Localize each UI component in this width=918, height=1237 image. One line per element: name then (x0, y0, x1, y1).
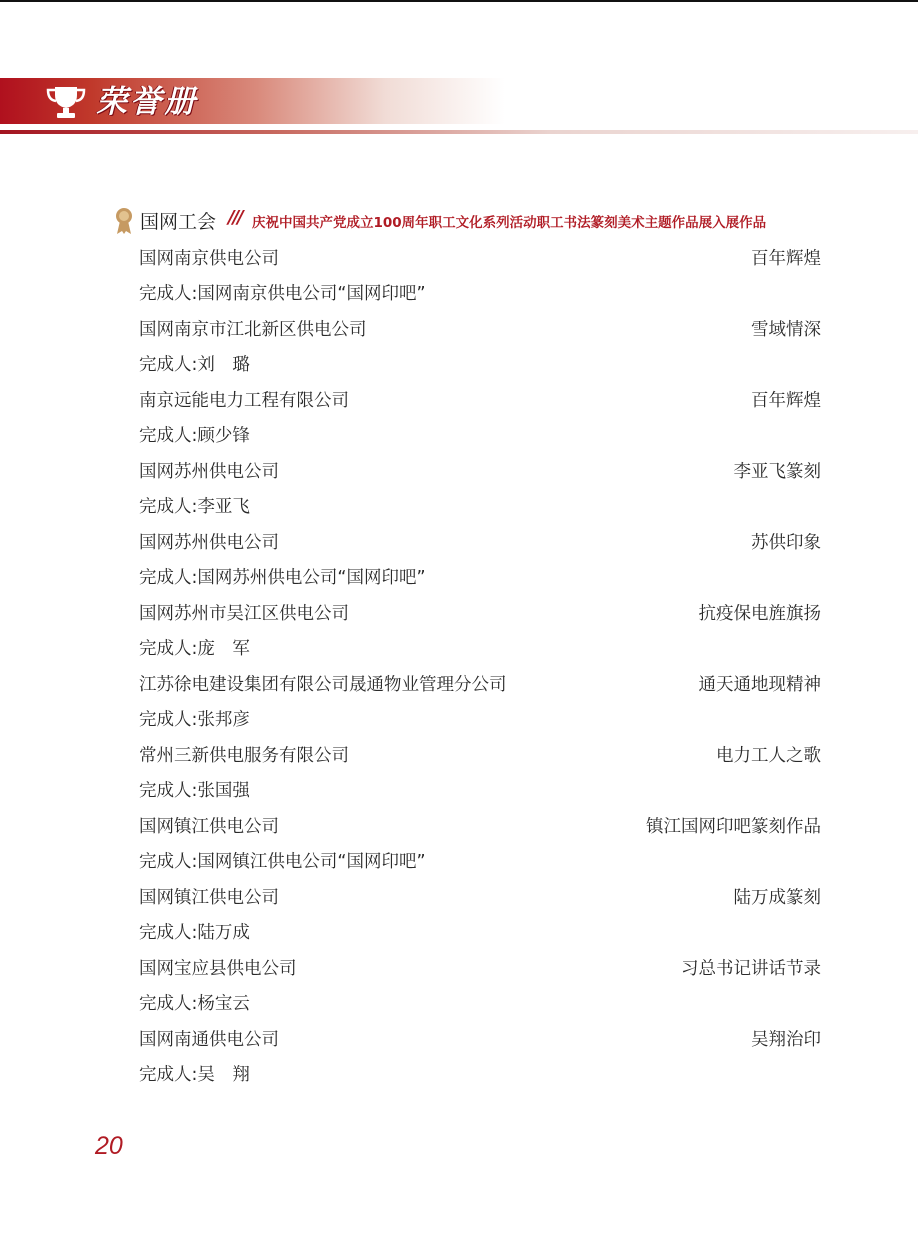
entry-author: 完成人:庞 军 (139, 639, 250, 659)
list-item (139, 1022, 821, 1093)
entry-unit: 国网南京供电公司 (139, 249, 279, 269)
entry-author: 完成人:杨宝云 (139, 994, 250, 1014)
entry-unit: 国网苏州供电公司 (139, 462, 279, 482)
entry-unit: 国网南通供电公司 (139, 1030, 279, 1050)
entry-unit: 国网南京市江北新区供电公司 (139, 320, 367, 340)
entry-author: 完成人:刘 璐 (139, 355, 250, 375)
list-item (139, 241, 821, 312)
entry-work-title: 雪域情深 (751, 320, 821, 340)
entry-work-title: 通天通地现精神 (698, 675, 821, 695)
list-item (139, 596, 821, 667)
entry-work-title: 百年辉煌 (751, 391, 821, 411)
entry-work-title: 镇江国网印吧篆刻作品 (646, 817, 821, 837)
entry-unit: 南京远能电力工程有限公司 (139, 391, 349, 411)
section-heading (114, 205, 834, 235)
section-org-name: 国网工会 (140, 211, 217, 233)
list-item (139, 667, 821, 738)
list-item (139, 525, 821, 596)
entry-author: 完成人:陆万成 (139, 923, 250, 943)
entry-work-title: 李亚飞篆刻 (733, 462, 821, 482)
entry-unit: 江苏徐电建设集团有限公司晟通物业管理分公司 (139, 675, 507, 695)
entry-author: 完成人:国网镇江供电公司“国网印吧” (139, 852, 426, 872)
list-item (139, 383, 821, 454)
entry-work-title: 百年辉煌 (751, 249, 821, 269)
entry-work-title: 抗疫保电旌旗扬 (698, 604, 821, 624)
section-subtitle: 庆祝中国共产党成立100周年职工文化系列活动职工书法篆刻美术主题作品展入展作品 (252, 215, 767, 231)
entry-unit: 国网镇江供电公司 (139, 817, 279, 837)
section-separator: /// (228, 207, 242, 228)
entry-work-title: 苏供印象 (751, 533, 821, 553)
list-item (139, 454, 821, 525)
award-list (139, 241, 821, 1093)
entry-author: 完成人:吴 翔 (139, 1065, 250, 1085)
entry-unit: 国网苏州市吴江区供电公司 (139, 604, 349, 624)
entry-author: 完成人:国网南京供电公司“国网印吧” (139, 284, 426, 304)
entry-work-title: 吴翔治印 (751, 1030, 821, 1050)
page-header-title: 荣誉册 (96, 84, 198, 120)
list-item (139, 738, 821, 809)
entry-author: 完成人:国网苏州供电公司“国网印吧” (139, 568, 426, 588)
entry-author: 完成人:张邦彦 (139, 710, 250, 730)
list-item (139, 312, 821, 383)
entry-work-title: 陆万成篆刻 (733, 888, 821, 908)
header-underline (0, 130, 918, 134)
list-item (139, 951, 821, 1022)
entry-unit: 国网苏州供电公司 (139, 533, 279, 553)
list-item (139, 809, 821, 880)
entry-work-title: 电力工人之歌 (716, 746, 821, 766)
entry-unit: 常州三新供电服务有限公司 (139, 746, 349, 766)
entry-unit: 国网镇江供电公司 (139, 888, 279, 908)
entry-work-title: 习总书记讲话节录 (681, 959, 821, 979)
entry-author: 完成人:李亚飞 (139, 497, 250, 517)
trophy-icon (44, 84, 88, 120)
entry-author: 完成人:张国强 (139, 781, 250, 801)
list-item (139, 880, 821, 951)
page-number: 20 (95, 1132, 123, 1160)
entry-author: 完成人:顾少锋 (139, 426, 250, 446)
entry-unit: 国网宝应县供电公司 (139, 959, 297, 979)
medal-icon (114, 207, 134, 235)
top-border (0, 0, 918, 2)
